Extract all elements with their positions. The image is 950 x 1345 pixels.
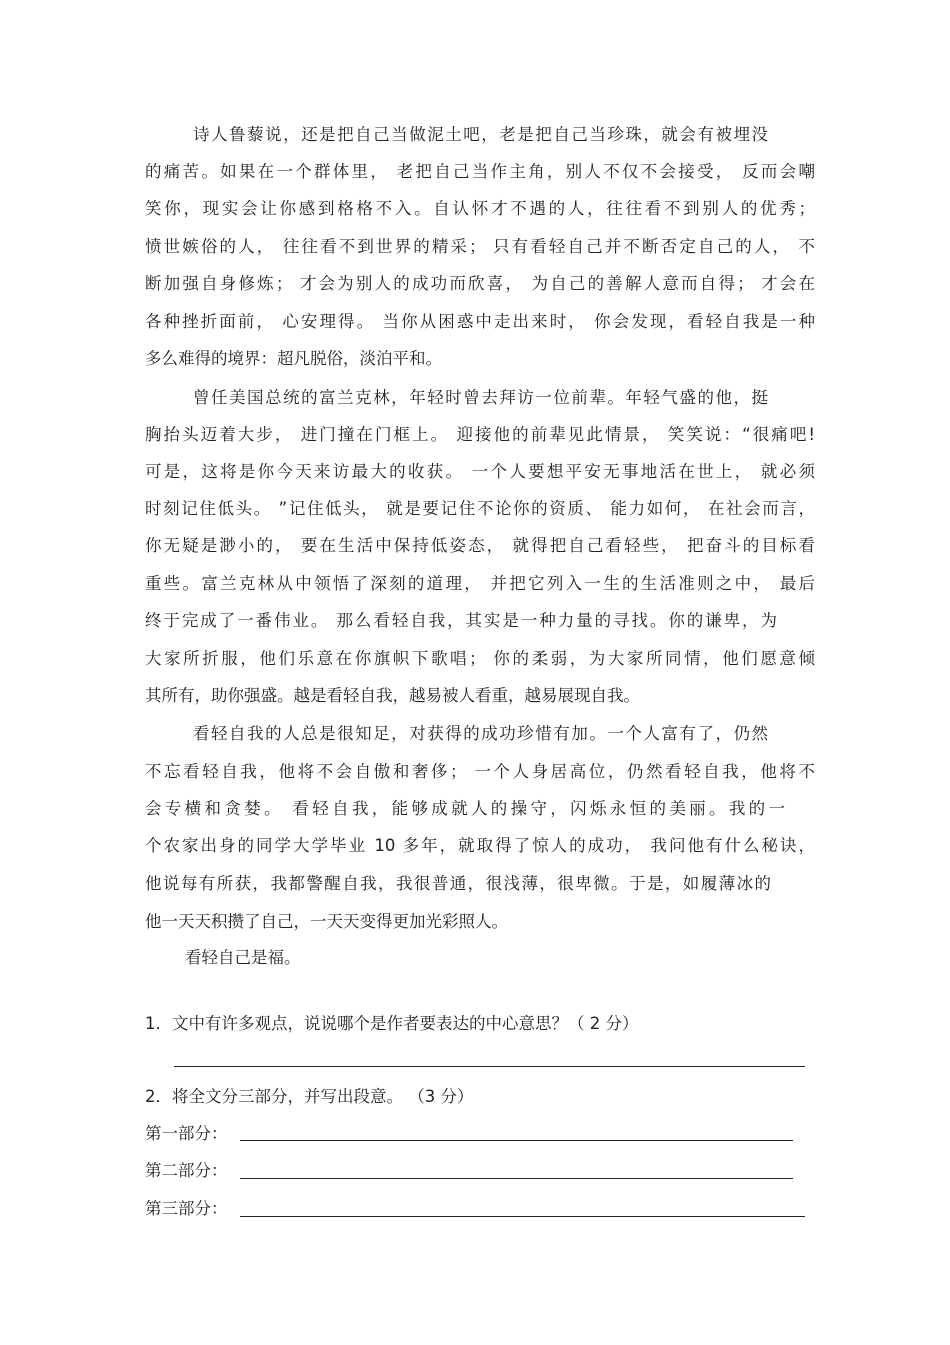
answer-line-part-1[interactable] — [240, 1140, 793, 1141]
passage-line: 你无疑是渺小的， 要在生活中保持低姿态， 就得把自己看轻些， 把奋斗的目标看 — [145, 536, 815, 555]
question-1: 1．文中有许多观点，说说哪个是作者要表达的中心意思？（ 2 分） — [145, 1014, 639, 1033]
passage-line: 时刻记住低头。 ”记住低头， 就是要记住不论你的资质、 能力如何， 在社会而言， — [145, 499, 815, 518]
part-1-label: 第一部分： — [145, 1124, 228, 1143]
passage-line: 多么难得的境界：超凡脱俗，淡泊平和。 — [145, 349, 442, 368]
passage-line: 个农家出身的同学大学毕业 10 多年，就取得了惊人的成功， 我问他有什么秘诀， — [145, 836, 815, 855]
passage-line: 大家所折服，他们乐意在你旗帜下歌唱； 你的柔弱，为大家所同情，他们愿意倾 — [145, 649, 815, 668]
passage-line: 看轻自己是福。 — [185, 948, 301, 967]
question-2: 2．将全文分三部分，并写出段意。 （3 分） — [145, 1087, 474, 1106]
passage-line: 断加强自身修炼； 才会为别人的成功而欣喜， 为自己的善解人意而自得； 才会在 — [145, 274, 815, 293]
passage-line: 曾任美国总统的富兰克林，年轻时曾去拜访一位前辈。年轻气盛的他，挺 — [193, 388, 768, 407]
passage-line: 会专横和贪婪。 看轻自我，能够成就人的操守，闪烁永恒的美丽。我的一 — [145, 799, 785, 818]
part-2-label: 第二部分： — [145, 1161, 228, 1180]
part-3-label: 第三部分： — [145, 1199, 228, 1218]
passage-line: 他说每有所获，我都警醒自我，我很普通，很浅薄，很卑微。于是，如履薄冰的 — [145, 874, 771, 893]
passage-line: 其所有，助你强盛。越是看轻自我，越易被人看重，越易展现自我。 — [145, 686, 640, 705]
passage-line: 终于完成了一番伟业。 那么看轻自我，其实是一种力量的寻找。你的谦卑，为 — [145, 611, 777, 630]
answer-line-part-3[interactable] — [240, 1216, 805, 1217]
answer-line-q1[interactable] — [174, 1066, 805, 1067]
passage-line: 重些。富兰克林从中领悟了深刻的道理， 并把它列入一生的生活准则之中， 最后 — [145, 574, 815, 593]
answer-line-part-2[interactable] — [240, 1178, 793, 1179]
passage-line: 笑你，现实会让你感到格格不入。自认怀才不遇的人，往往看不到别人的优秀； — [145, 199, 815, 218]
passage-line: 各种挫折面前， 心安理得。 当你从困惑中走出来时， 你会发现，看轻自我是一种 — [145, 312, 815, 331]
passage-line: 看轻自我的人总是很知足，对获得的成功珍惜有加。一个人富有了，仍然 — [193, 724, 768, 743]
passage-line: 诗人鲁藜说，还是把自己当做泥土吧，老是把自己当珍珠，就会有被埋没 — [193, 125, 768, 144]
passage-line: 可是，这将是你今天来访最大的收获。 一个人要想平安无事地活在世上， 就必须 — [145, 462, 815, 481]
passage-line: 的痛苦。如果在一个群体里， 老把自己当作主角，别人不仅不会接受， 反而会嘲 — [145, 162, 815, 181]
passage-line: 胸抬头迈着大步， 进门撞在门框上。 迎接他的前辈见此情景， 笑笑说：“很痛吧! — [145, 425, 815, 444]
passage-line: 愤世嫉俗的人， 往往看不到世界的精采； 只有看轻自己并不断否定自己的人， 不 — [145, 237, 815, 256]
passage-line: 不忘看轻自我，他将不会自傲和奢侈； 一个人身居高位，仍然看轻自我，他将不 — [145, 762, 815, 781]
passage-line: 他一天天积攒了自己，一天天变得更加光彩照人。 — [145, 912, 508, 931]
